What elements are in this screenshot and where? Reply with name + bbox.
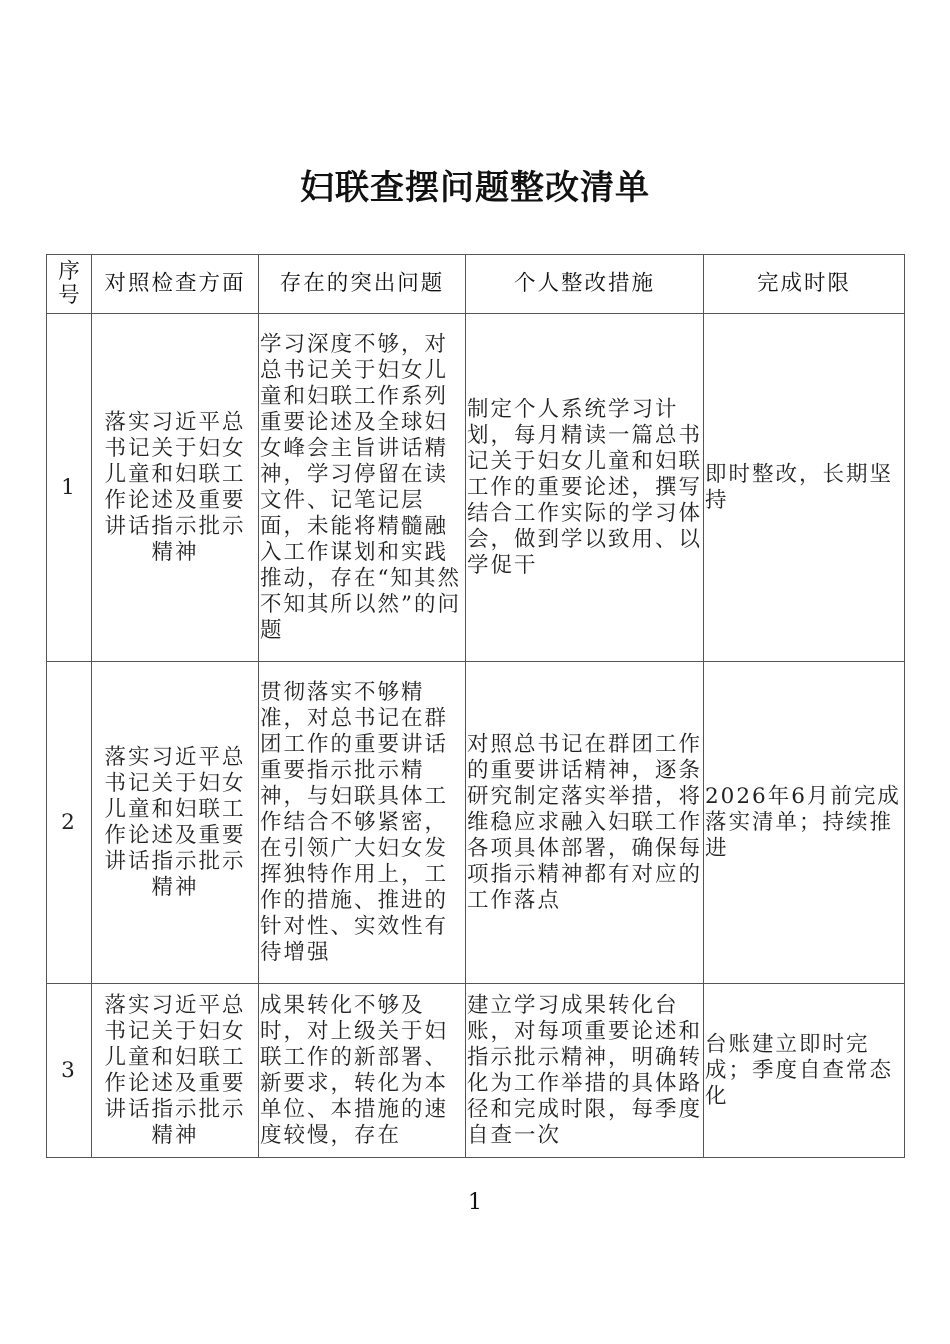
header-no (47, 255, 92, 314)
header-problem: 存在的突出问题 (259, 255, 466, 314)
table-header-row (47, 255, 905, 314)
header-no-text: 序号 (58, 258, 80, 308)
row-number: 1 (47, 314, 92, 662)
row-measure: 制定个人系统学习计划，每月精读一篇总书记关于妇女儿童和妇联工作的重要论述，撰写结合工作实际的学习体会，做到学以致用、以学促干 (466, 314, 704, 662)
row-number: 3 (47, 984, 92, 1158)
header-aspect: 对照检查方面 (92, 255, 259, 314)
row-aspect: 落实习近平总书记关于妇女儿童和妇联工作论述及重要讲话指示批示精神 (92, 314, 259, 662)
table-row (47, 314, 905, 662)
row-problem: 贯彻落实不够精准，对总书记在群团工作的重要讲话重要指示批示精神，与妇联具体工作结合不够紧密，在引领广大妇女发挥独特作用上，工作的措施、推进的针对性、实效性有待增强 (259, 662, 466, 984)
row-deadline: 2026年6月前完成落实清单；持续推进 (704, 662, 905, 984)
document-title: 妇联查摆问题整改清单 (300, 168, 650, 208)
header-measure: 个人整改措施 (466, 255, 704, 314)
header-deadline: 完成时限 (704, 255, 905, 314)
row-aspect: 落实习近平总书记关于妇女儿童和妇联工作论述及重要讲话指示批示精神 (92, 662, 259, 984)
rectification-table (46, 254, 905, 1158)
table-row (47, 662, 905, 984)
row-measure: 建立学习成果转化台账，对每项重要论述和指示批示精神，明确转化为工作举措的具体路径和完成时限，每季度自查一次 (466, 984, 704, 1158)
row-measure: 对照总书记在群团工作的重要讲话精神，逐条研究制定落实举措，将维稳应求融入妇联工作各项具体部署，确保每项指示精神都有对应的工作落点 (466, 662, 704, 984)
row-problem: 学习深度不够，对总书记关于妇女儿童和妇联工作系列重要论述及全球妇女峰会主旨讲话精神，学习停留在读文件、记笔记层面，未能将精髓融入工作谋划和实践推动，存在“知其然不知其所以然”的问题 (259, 314, 466, 662)
row-deadline: 台账建立即时完成；季度自查常态化 (704, 984, 905, 1158)
table-row (47, 984, 905, 1158)
row-aspect: 落实习近平总书记关于妇女儿童和妇联工作论述及重要讲话指示批示精神 (92, 984, 259, 1158)
row-problem: 成果转化不够及时，对上级关于妇联工作的新部署、新要求，转化为本单位、本措施的速度较慢，存在 (259, 984, 466, 1158)
page-number: 1 (468, 1190, 482, 1215)
row-deadline: 即时整改，长期坚持 (704, 314, 905, 662)
row-number: 2 (47, 662, 92, 984)
